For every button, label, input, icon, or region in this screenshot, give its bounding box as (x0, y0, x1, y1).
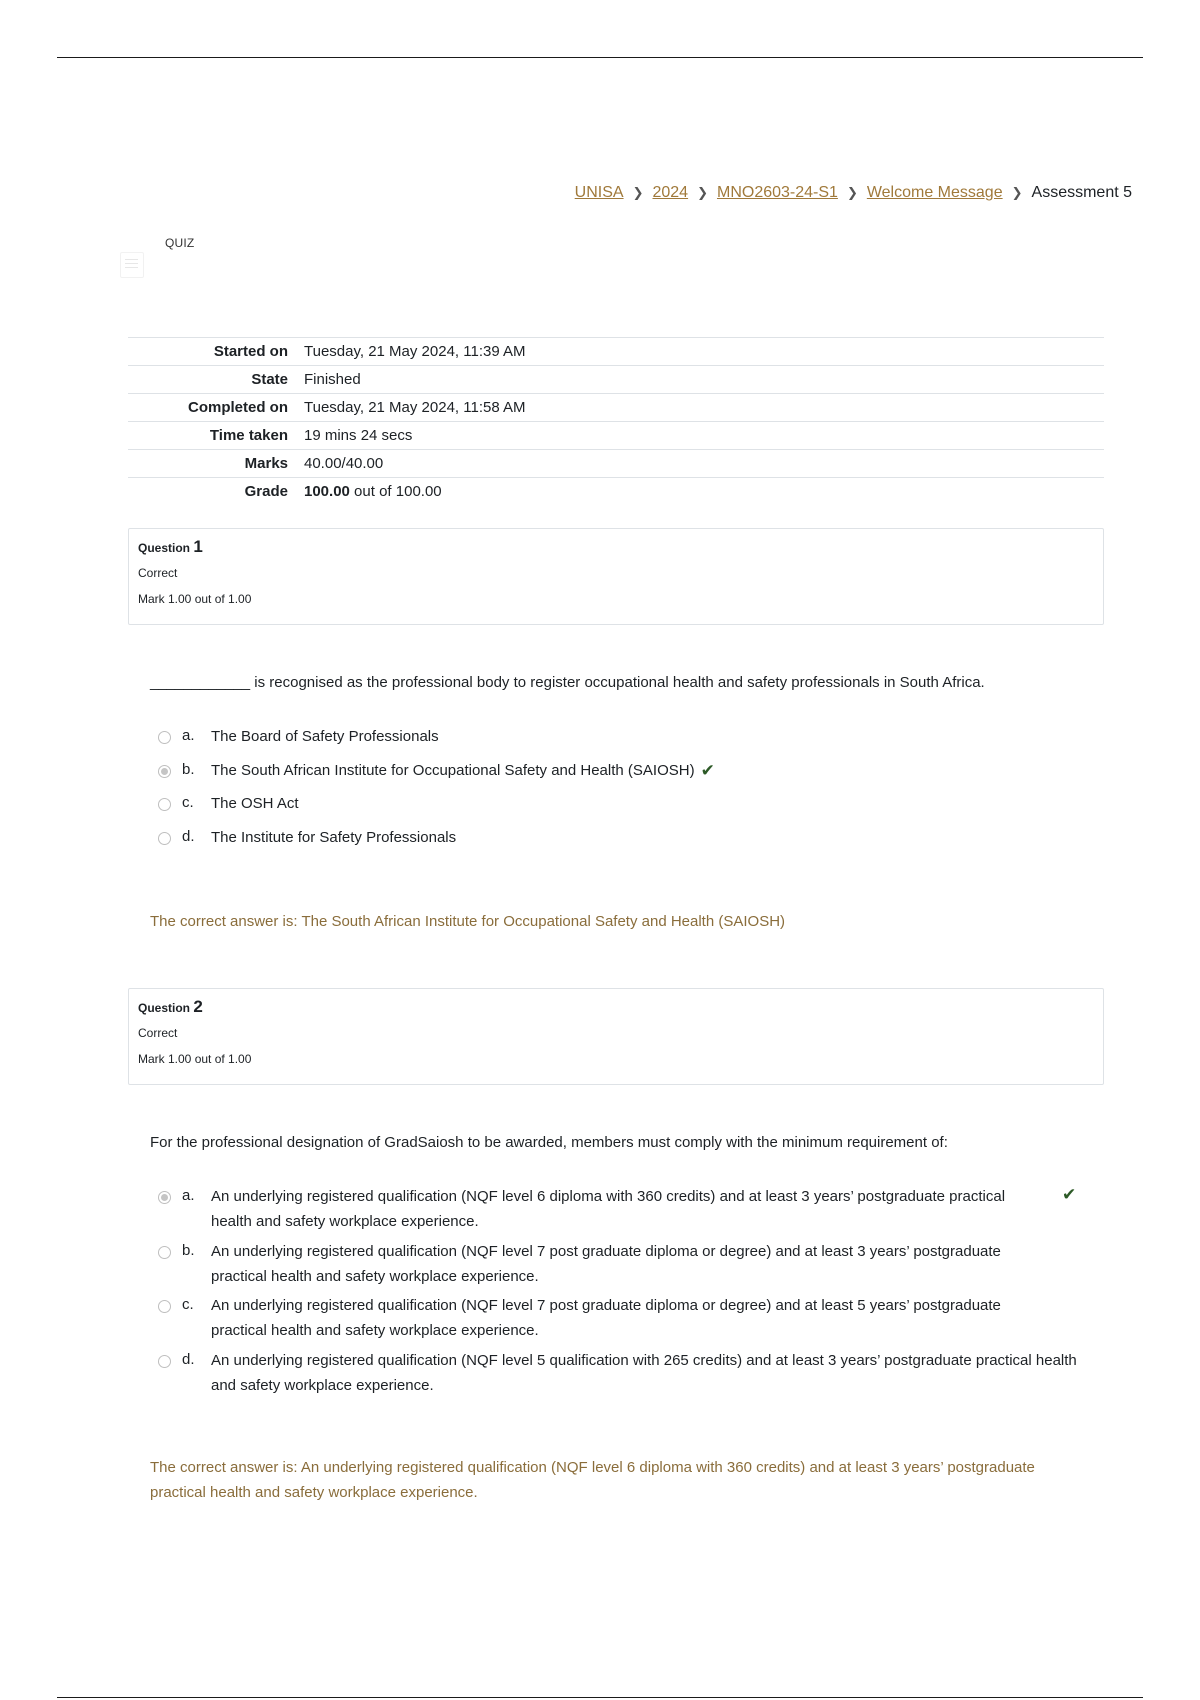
option-text: An underlying registered qualification (NQF level 7 post graduate diploma or degree) and at least 3 years’ postgraduate practical health and safety workplace experience. (211, 1243, 1001, 1285)
question-label: Question (138, 541, 191, 555)
question-text: ____________ is recognised as the professional body to register occupational health and safety professionals in South Africa. (150, 674, 985, 691)
breadcrumb-current: Assessment 5 (1031, 184, 1132, 201)
breadcrumb-course[interactable]: MNO2603-24-S1 (716, 184, 838, 201)
answer-radio[interactable] (158, 1355, 171, 1368)
page-bottom-rule (57, 1697, 1143, 1698)
question-info-box (128, 988, 1104, 1085)
answer-option[interactable] (158, 1351, 1078, 1398)
answer-radio[interactable] (158, 832, 171, 845)
option-text: An underlying registered qualification (NQF level 7 post graduate diploma or degree) and at least 5 years’ postgraduate practical health and safety workplace experience. (211, 1297, 1001, 1339)
breadcrumb-unisa[interactable]: UNISA (574, 184, 624, 201)
summary-row (128, 450, 1104, 478)
option-letter: a. (182, 1187, 195, 1204)
option-text: The Institute for Safety Professionals (211, 829, 457, 846)
question-grade: Mark 1.00 out of 1.00 (138, 1052, 252, 1066)
answer-option[interactable] (158, 828, 456, 847)
chevron-right-icon: ❯ (632, 185, 644, 200)
summary-value: 40.00/40.00 (304, 455, 384, 472)
option-letter: d. (182, 1351, 195, 1368)
option-letter: b. (182, 1242, 195, 1259)
option-letter: c. (182, 794, 194, 811)
summary-label: State (251, 371, 288, 388)
option-text: An underlying registered qualification (NQF level 5 qualification with 265 credits) and at least 3 years’ postgraduate practical health and safety workplace experience. (211, 1352, 1077, 1394)
question-grade: Mark 1.00 out of 1.00 (138, 592, 252, 606)
summary-value: Finished (304, 371, 361, 388)
chevron-right-icon: ❯ (1011, 185, 1023, 200)
question-info-box (128, 528, 1104, 625)
answer-option[interactable] (158, 761, 715, 780)
summary-value: 19 mins 24 secs (304, 427, 413, 444)
answer-option[interactable] (158, 1242, 1078, 1289)
answer-option[interactable] (158, 1296, 1078, 1343)
answer-option[interactable] (158, 1187, 1078, 1234)
chevron-right-icon: ❯ (846, 185, 858, 200)
summary-row (128, 338, 1104, 366)
option-text: The South African Institute for Occupational Safety and Health (SAIOSH) (211, 762, 695, 779)
option-letter: a. (182, 727, 195, 744)
correct-answer-feedback: The correct answer is: An underlying registered qualification (NQF level 6 diploma with 360 credits) and at least 3 years’ postgraduate practical health and safety workplace experience. (150, 1459, 1035, 1501)
grade-out-of: out of 100.00 (349, 483, 442, 501)
activity-type-label: QUIZ (165, 236, 195, 250)
answer-radio-selected[interactable] (158, 765, 171, 778)
option-letter: d. (182, 828, 195, 845)
answer-radio[interactable] (158, 1246, 171, 1259)
summary-label: Completed on (188, 399, 288, 416)
summary-row-grade (128, 478, 1104, 506)
summary-grade-value (304, 478, 1104, 506)
summary-value: Tuesday, 21 May 2024, 11:39 AM (304, 343, 526, 360)
option-letter: b. (182, 761, 195, 778)
answer-radio[interactable] (158, 1300, 171, 1313)
option-text: An underlying registered qualification (NQF level 6 diploma with 360 credits) and at least 3 years’ postgraduate practical health and safety workplace experience. (211, 1188, 1006, 1230)
correct-check-icon: ✔ (700, 761, 715, 780)
answer-option[interactable] (158, 727, 439, 746)
option-letter: c. (182, 1296, 194, 1313)
question-number: 2 (193, 997, 203, 1016)
answer-radio[interactable] (158, 798, 171, 811)
summary-row (128, 422, 1104, 450)
breadcrumb (575, 184, 1132, 202)
summary-row (128, 394, 1104, 422)
question-number: 1 (193, 537, 203, 556)
question-state: Correct (138, 1026, 178, 1040)
page-top-rule (57, 57, 1143, 58)
correct-answer-feedback: The correct answer is: The South African Institute for Occupational Safety and Health (SAIOSH) (150, 913, 786, 930)
summary-label: Grade (244, 483, 288, 501)
attempt-summary-table (128, 337, 1104, 506)
summary-label: Started on (213, 343, 288, 360)
option-text: The OSH Act (211, 795, 299, 812)
question-text: For the professional designation of GradSaiosh to be awarded, members must comply with the minimum requirement of: (150, 1134, 948, 1151)
summary-value: Tuesday, 21 May 2024, 11:58 AM (304, 399, 526, 416)
correct-check-icon: ✔ (1062, 1185, 1077, 1204)
answer-radio[interactable] (158, 731, 171, 744)
answer-radio-selected[interactable] (158, 1191, 171, 1204)
question-state: Correct (138, 566, 178, 580)
summary-label: Marks (244, 455, 288, 472)
grade-score: 100.00 (304, 483, 350, 501)
breadcrumb-year[interactable]: 2024 (652, 184, 689, 201)
chevron-right-icon: ❯ (697, 185, 708, 200)
answer-option[interactable] (158, 794, 299, 813)
summary-row (128, 366, 1104, 394)
quiz-icon (120, 252, 144, 278)
breadcrumb-section[interactable]: Welcome Message (866, 184, 1003, 201)
option-text: The Board of Safety Professionals (211, 728, 439, 745)
summary-label: Time taken (209, 427, 288, 444)
question-label: Question (138, 1001, 191, 1015)
